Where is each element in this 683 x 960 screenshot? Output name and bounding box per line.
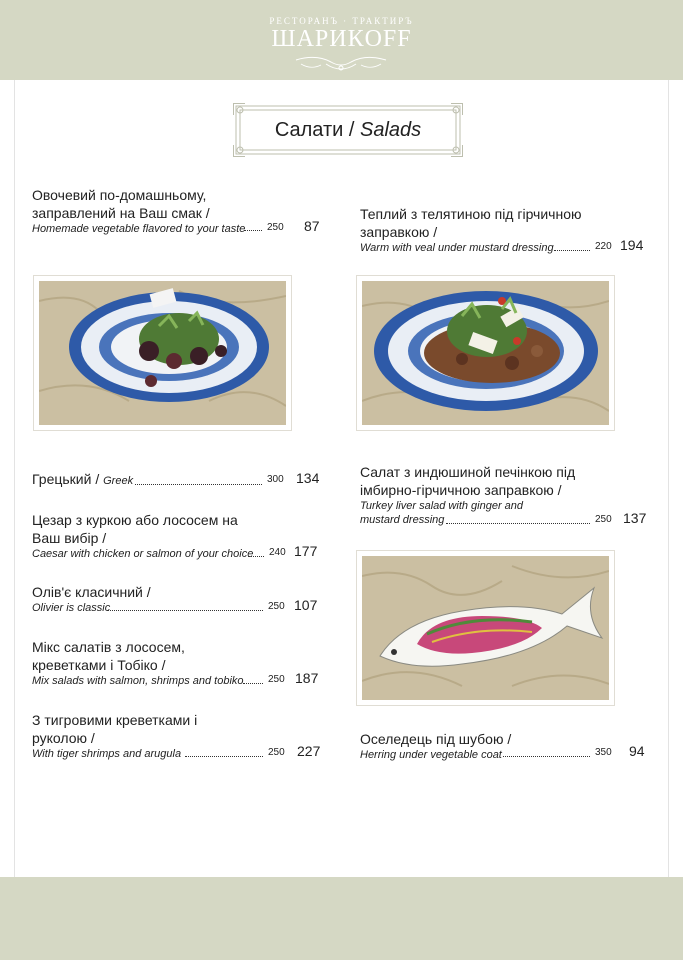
section-title: Салати / Salads: [274, 119, 422, 141]
photo-vegetable-salad: [33, 275, 292, 431]
dot-leader: [135, 483, 262, 485]
item-weight: 300: [267, 474, 284, 485]
item-weight: 250: [595, 514, 612, 525]
item-price: 227: [297, 743, 321, 759]
menu-item-turkey-liver: Салат з индюшиной печінкою під імбирно-гірчичною заправкою / Turkey liver salad with ginger and mustard dressing: [360, 464, 576, 526]
item-weight: 250: [268, 747, 285, 758]
item-price: 94: [629, 743, 645, 759]
section-title-frame: [233, 103, 463, 157]
footer-band: [0, 877, 683, 960]
item-price: 87: [304, 218, 320, 234]
photo-warm-veal-salad: [356, 275, 615, 431]
page-border-right: [668, 80, 669, 877]
item-weight: 250: [267, 222, 284, 233]
menu-item-greek: Грецький / Greek: [32, 471, 134, 487]
logo-ornament-icon: [291, 52, 391, 74]
item-weight: 350: [595, 747, 612, 758]
dot-leader: [107, 609, 263, 611]
item-price: 187: [295, 670, 319, 686]
dot-leader: [243, 682, 263, 684]
dot-leader: [446, 522, 590, 524]
item-weight: 250: [268, 674, 285, 685]
menu-item-homemade-vegetable: Овочевий по-домашньому, заправлений на Ваш смак / Homemade vegetable flavored to your taste: [32, 187, 246, 235]
item-price: 137: [623, 510, 647, 526]
item-price: 194: [620, 237, 644, 253]
item-weight: 250: [268, 601, 285, 612]
item-weight: 240: [269, 547, 286, 558]
brand-tagline: РЕСТОРАНЪ · ТРАКТИРЪ: [269, 16, 414, 26]
brand-logo: ШАРИКOFF: [271, 26, 412, 52]
menu-item-olivier: Олів'є класичний / Olivier is classic: [32, 584, 151, 614]
menu-item-mix-salmon: Мікс салатів з лососем, креветками і Тобіко / Mix salads with salmon, shrimps and tobiko: [32, 639, 244, 687]
menu-item-tiger-shrimps: З тигровими креветками і руколою / With tiger shrimps and arugula: [32, 712, 198, 760]
menu-item-caesar: Цезар з куркою або лососем на Ваш вибір / Caesar with chicken or salmon of your choice: [32, 512, 254, 560]
herring-fish-plate-image: [362, 556, 609, 700]
menu-item-herring: Оселедець під шубою / Herring under vegetable coat: [360, 731, 512, 761]
menu-item-warm-veal: Теплий з телятиною під гірчичною заправкою / Warm with veal under mustard dressing: [360, 206, 582, 254]
item-price: 134: [296, 470, 320, 486]
dot-leader: [244, 229, 262, 231]
warm-veal-salad-plate-image: [362, 281, 609, 425]
item-weight: 220: [595, 241, 612, 252]
photo-herring-salad: [356, 550, 615, 706]
page-border-left: [14, 80, 15, 877]
item-price: 107: [294, 597, 318, 613]
vegetable-salad-plate-image: [39, 281, 286, 425]
dot-leader: [503, 755, 590, 757]
dot-leader: [554, 249, 590, 251]
item-price: 177: [294, 543, 318, 559]
dot-leader: [185, 755, 263, 757]
dot-leader: [248, 555, 264, 557]
